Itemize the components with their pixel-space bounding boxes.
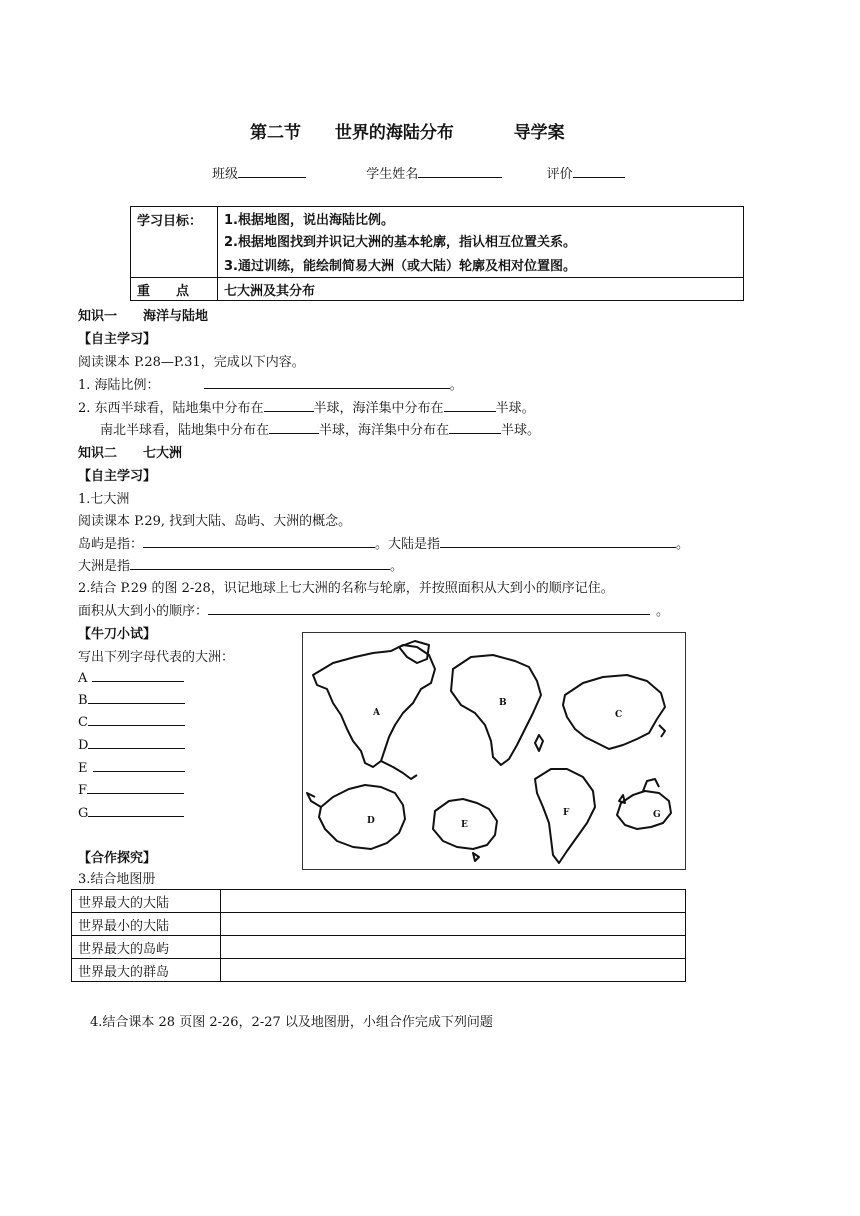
quiz-letter: F	[78, 783, 88, 798]
order-line	[78, 600, 669, 619]
row-label: 世界最大的岛屿	[72, 936, 221, 959]
map-letter-f: F	[563, 808, 570, 818]
title-kind: 导学案	[513, 123, 565, 143]
row-label: 世界最大的群岛	[72, 959, 221, 982]
quiz-item-f	[78, 780, 184, 798]
table-row	[72, 913, 686, 936]
focus-label: 重 点	[131, 278, 218, 301]
knowledge1-self-study: 【自主学习】	[78, 332, 157, 347]
question-4: 4.结合课本 28 页图 2-26，2-27 以及地图册，小组合作完成下列问题	[90, 1015, 493, 1030]
continents-map	[302, 632, 686, 870]
quiz-letter: G	[78, 806, 89, 821]
goal-item: 1.根据地图，说出海陆比例。	[218, 207, 744, 230]
title-topic: 世界的海陆分布	[334, 123, 454, 143]
continent-label: 大洲是指	[78, 559, 131, 574]
mainland-blank[interactable]	[440, 534, 676, 548]
quiz-blank[interactable]	[88, 803, 184, 817]
eval-blank[interactable]	[573, 164, 625, 178]
q1-end: 。	[449, 378, 463, 393]
q2b-start: 南北半球看，陆地集中分布在	[100, 423, 270, 438]
q2a-end: 半球。	[495, 401, 535, 416]
quiz-blank[interactable]	[92, 668, 184, 682]
header-fields	[212, 163, 625, 182]
continents-outline-svg	[303, 633, 685, 869]
quiz-letter: B	[78, 693, 88, 708]
answer-cell[interactable]	[221, 913, 686, 936]
table-row	[72, 959, 686, 982]
map-letter-a: A	[373, 708, 380, 718]
name-label: 学生姓名	[366, 167, 419, 182]
map-letter-e: E	[461, 820, 468, 830]
row-label: 世界最大的大陆	[72, 890, 221, 913]
continent-d-outline	[319, 785, 405, 849]
map-letter-b: B	[499, 698, 507, 708]
map-letter-d: D	[367, 816, 375, 826]
q2a-blank1[interactable]	[264, 398, 314, 412]
q2b-mid: 半球，海洋集中分布在	[319, 423, 450, 438]
quiz-letter: C	[78, 715, 88, 730]
central-america-outline	[381, 761, 417, 779]
cooperate-heading: 【合作探究】	[78, 851, 157, 866]
map-letter-g: G	[653, 810, 661, 820]
mainland-label: 。大陆是指	[375, 537, 441, 552]
quiz-item-d	[78, 735, 185, 753]
quiz-letter: A	[78, 671, 88, 686]
knowledge2-sub1: 1.七大洲	[78, 492, 130, 507]
quiz-item-g	[78, 803, 184, 821]
quiz-item-a	[78, 668, 184, 686]
period: 。	[390, 559, 404, 574]
q2a-blank2[interactable]	[444, 398, 496, 412]
q2b-end: 半球。	[501, 423, 541, 438]
focus-value: 七大洲及其分布	[218, 278, 744, 301]
quiz-letter: E	[78, 761, 88, 776]
q2b-blank2[interactable]	[449, 420, 501, 434]
quiz-item-e	[78, 758, 185, 776]
goals-table	[130, 206, 744, 301]
japan-outline	[659, 725, 665, 737]
goal-item: 2.根据地图找到并识记大洲的基本轮廓，指认相互位置关系。	[218, 229, 744, 251]
goal-item: 3.通过训练，能绘制简易大洲（或大陆）轮廓及相对位置图。	[218, 251, 744, 278]
continent-b-outline	[451, 655, 541, 765]
answer-cell[interactable]	[221, 959, 686, 982]
question-3: 3.结合地图册	[78, 872, 156, 887]
eval-label: 评价	[546, 167, 573, 182]
knowledge2-heading: 知识二 七大洲	[78, 446, 183, 461]
knowledge2-self-study: 【自主学习】	[78, 469, 157, 484]
q2b-blank1[interactable]	[269, 420, 319, 434]
quiz-item-b	[78, 690, 185, 708]
order-blank[interactable]	[208, 601, 650, 615]
quiz-blank[interactable]	[93, 758, 185, 772]
quiz-item-c	[78, 712, 185, 730]
knowledge2-read: 阅读课本 P.29, 找到大陆、岛屿、大洲的概念。	[78, 514, 352, 529]
continent-blank[interactable]	[130, 556, 390, 570]
continent-line	[78, 555, 403, 574]
quiz-blank[interactable]	[88, 735, 185, 749]
q1-label: 1. 海陆比例：	[78, 378, 160, 393]
island-blank[interactable]	[143, 534, 375, 548]
quiz-blank[interactable]	[87, 780, 184, 794]
title-section: 第二节	[250, 123, 301, 143]
quiz-letter: D	[78, 738, 89, 753]
continent-g-outline	[617, 791, 671, 829]
q2a-start: 2. 东西半球看，陆地集中分布在	[78, 401, 264, 416]
map-letter-c: C	[615, 710, 623, 720]
island-mainland-line	[78, 533, 689, 552]
row-label: 世界最小的大陆	[72, 913, 221, 936]
uk-outline	[619, 795, 625, 803]
question-1	[78, 374, 463, 393]
class-label: 班级	[212, 167, 239, 182]
page-title	[250, 118, 565, 143]
table-row	[72, 890, 686, 913]
quiz-blank[interactable]	[88, 712, 185, 726]
island-label: 岛屿是指：	[78, 537, 144, 552]
class-blank[interactable]	[238, 164, 306, 178]
answer-cell[interactable]	[221, 890, 686, 913]
answer-table	[71, 889, 686, 982]
q2a-mid: 半球，海洋集中分布在	[313, 401, 444, 416]
q1-blank[interactable]	[204, 375, 450, 389]
goal-label: 学习目标：	[131, 207, 218, 278]
tasmania-outline	[473, 853, 479, 861]
quiz-heading: 【牛刀小试】	[78, 627, 157, 642]
madagascar-outline	[535, 735, 543, 751]
question-2b	[100, 419, 540, 438]
knowledge2-sub2: 2.结合 P.29 的图 2-28，识记地球上七大洲的名称与轮廓，并按照面积从大到小的顺序记住。	[78, 581, 614, 596]
scandinavia-outline	[643, 779, 659, 791]
quiz-prompt: 写出下列字母代表的大洲：	[78, 650, 235, 665]
name-blank[interactable]	[418, 164, 502, 178]
continent-c-outline	[563, 675, 665, 749]
period: 。	[676, 537, 690, 552]
knowledge1-intro: 阅读课本 P.28—P.31，完成以下内容。	[78, 355, 305, 370]
order-label: 面积从大到小的顺序：	[78, 604, 209, 619]
order-end: 。	[656, 604, 670, 619]
answer-cell[interactable]	[221, 936, 686, 959]
antarctic-peninsula-outline	[307, 793, 321, 807]
knowledge1-heading: 知识一 海洋与陆地	[78, 309, 209, 324]
quiz-blank[interactable]	[88, 690, 185, 704]
table-row	[72, 936, 686, 959]
question-2a	[78, 397, 535, 416]
